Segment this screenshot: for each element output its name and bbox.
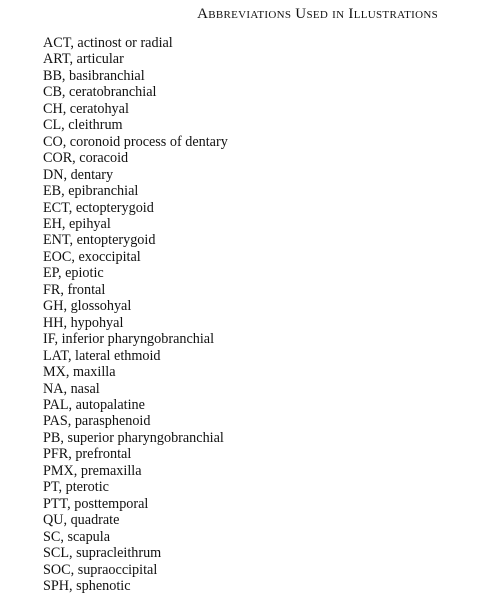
list-item: MX, maxilla [43,364,116,381]
list-item: COR, coracoid [43,150,129,167]
list-item: EP, epiotic [43,265,104,282]
list-item: NA, nasal [43,380,100,397]
list-item: ART, articular [43,51,124,68]
list-item: PAL, autopalatine [43,396,145,413]
list-item: FR, frontal [43,281,106,298]
list-item: SOC, supraoccipital [43,561,158,578]
list-item: SC, scapula [43,528,110,545]
list-item: IF, inferior pharyngobranchial [43,331,215,348]
list-item: CO, coronoid process of dentary [43,133,228,150]
list-item: ECT, ectopterygoid [43,199,154,216]
list-item: SPH, sphenotic [43,577,131,594]
list-item: PB, superior pharyngobranchial [43,429,224,446]
list-item: QU, quadrate [43,512,120,529]
list-item: PFR, prefrontal [43,446,132,463]
list-item: PMX, premaxilla [43,462,142,479]
list-item: ENT, entopterygoid [43,232,156,249]
list-item: LAT, lateral ethmoid [43,347,161,364]
list-item: PT, pterotic [43,479,109,496]
list-item: PAS, parasphenoid [43,413,151,430]
list-item: PTT, posttemporal [43,495,149,512]
running-head: Abbreviations Used in Illustrations [197,6,438,22]
list-item: BB, basibranchial [43,67,145,84]
list-item: EH, epihyal [43,215,111,232]
list-item: CH, ceratohyal [43,100,129,117]
list-item: EOC, exoccipital [43,248,141,265]
list-item: CL, cleithrum [43,117,123,134]
list-item: GH, glossohyal [43,298,132,315]
list-item: ACT, actinost or radial [43,35,173,51]
list-item: EB, epibranchial [43,183,139,200]
list-item: CB, ceratobranchial [43,84,157,101]
list-item: SCL, supracleithrum [43,545,162,562]
abbreviation-list [43,35,228,594]
list-item: HH, hypohyal [43,314,124,331]
list-item: DN, dentary [43,166,114,183]
